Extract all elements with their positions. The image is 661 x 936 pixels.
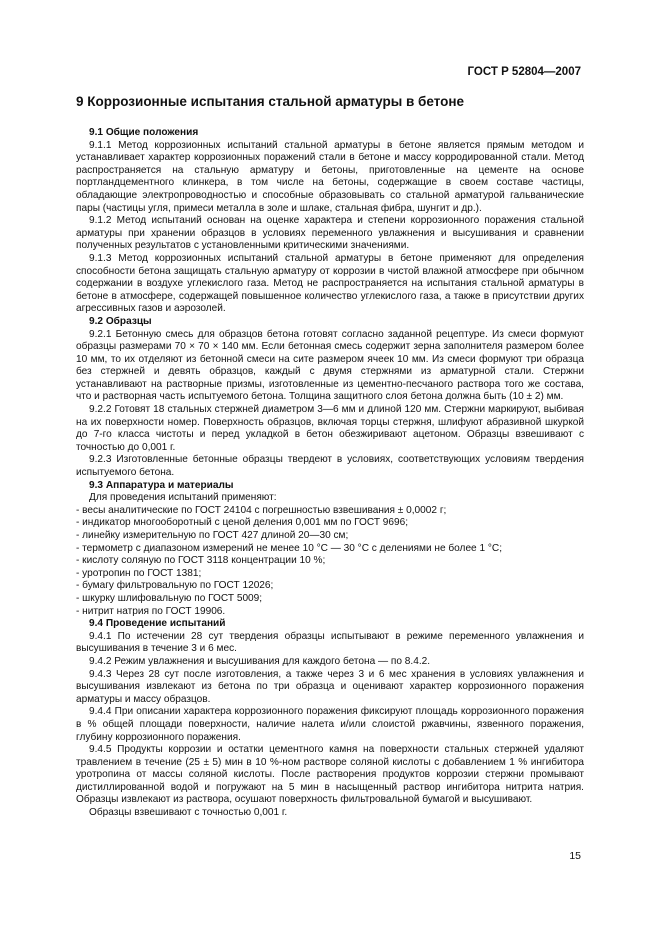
paragraph-9-4-2: 9.4.2 Режим увлажнения и высушивания для каждого бетона — по 8.4.2. — [89, 655, 431, 667]
paragraph-9-4-4: 9.4.4 При описании характера коррозионного поражения фиксируют площадь коррозионного поражения в % общей площади поверхности, наличие налета и/или слоистой ржавчины, язвенного поражения, глубину коррозионного поражения. — [76, 706, 584, 743]
subsection-title-9-3: 9.3 Аппаратура и материалы — [89, 479, 234, 491]
subsection-title-9-4: 9.4 Проведение испытаний — [89, 618, 226, 630]
page-content — [76, 94, 584, 820]
paragraph-9-1-1: 9.1.1 Метод коррозионных испытаний стальной арматуры в бетоне является прямым методом и устанавливает характер коррозионных поражений стали в бетоне и массу корродированной стали. Метод распространяется на стальную арматуру и бетоны, приготовленные на цементе на основе портландцементного клинкера, в том числе на бетоны, содержащие в своем составе частицы, обладающие электропроводностью и способные образовывать со стальной арматурой гальванические пары (частицы угля, примеси металла в золе и шлаке, стальная фибра, шунгит и др.). — [76, 139, 584, 214]
paragraph-9-2-2: 9.2.2 Готовят 18 стальных стержней диаметром 3—6 мм и длиной 120 мм. Стержни маркируют, выбивая на их поверхности номер. Поверхность образцов, включая торцы стержня, шлифуют абразивной шкуркой до 7-го класса чистоты и перед укладкой в бетон обезжиривают ацетоном. Образцы взвешивают с точностью до 0,001 г. — [76, 404, 584, 453]
list-item: - нитрит натрия по ГОСТ 19906. — [76, 605, 226, 617]
list-item: - шкурку шлифовальную по ГОСТ 5009; — [76, 592, 263, 604]
list-item: - индикатор многооборотный с ценой деления 0,001 мм по ГОСТ 9696; — [76, 517, 409, 529]
subsection-title-9-2: 9.2 Образцы — [89, 315, 152, 327]
list-item: - термометр с диапазоном измерений не менее 10 °С — 30 °С с делениями не более 1 °С; — [76, 542, 503, 554]
paragraph-9-4-3: 9.4.3 Через 28 сут после изготовления, а также через 3 и 6 мес хранения в условиях увлажнения и высушивания извлекают из бетона по три образца и оценивают характер коррозионного поражения арматуры и массу образцов. — [76, 668, 584, 705]
paragraph-9-1-2: 9.1.2 Метод испытаний основан на оценке характера и степени коррозионного поражения стальной арматуры при хранении образцов в условиях переменного увлажнения и высушивания и сравнении полученных результатов с установленными критическими значениями. — [76, 215, 584, 252]
section-title: 9 Коррозионные испытания стальной арматуры в бетоне — [76, 94, 465, 109]
list-item: - линейку измерительную по ГОСТ 427 длиной 20—30 см; — [76, 530, 349, 541]
list-item: - весы аналитические по ГОСТ 24104 с погрешностью взвешивания ± 0,0002 г; — [76, 504, 447, 516]
paragraph-9-2-3: 9.2.3 Изготовленные бетонные образцы твердеют в условиях, соответствующих условиям твердения испытуемого бетона. — [76, 454, 584, 479]
list-item: - уротропин по ГОСТ 1381; — [76, 567, 202, 579]
paragraph-9-1-3: 9.1.3 Метод коррозионных испытаний стальной арматуры в бетоне применяют для определения способности бетона защищать стальную арматуру от коррозии в чистой влажной атмосфере при обычном содержании в воздухе углекислого газа. Метод не распространяется на испытания стальной арматуры в бетоне в атмосфере, содержащей повышенное количество углекислого газа, а также в присутствии других агрессивных газов и аэрозолей. — [76, 252, 584, 315]
document-code: ГОСТ Р 52804—2007 — [467, 66, 581, 78]
paragraph-9-4-1: 9.4.1 По истечении 28 сут твердения образцы испытывают в режиме переменного увлажнения и высушивания в течение 3 и 6 мес. — [76, 630, 584, 655]
list-item: - бумагу фильтровальную по ГОСТ 12026; — [76, 580, 274, 592]
equipment-intro: Для проведения испытаний применяют: — [89, 492, 277, 504]
page-number: 15 — [569, 850, 581, 862]
paragraph-9-4-5: 9.4.5 Продукты коррозии и остатки цементного камня на поверхности стальных стержней удаляют травлением в течение (25 ± 5) мин в 10 %-ном растворе соляной кислоты с добавлением 1 % ингибитора уротропина от массы соляной кислоты. После растворения продуктов коррозии стержни промывают дистиллированной водой и погружают на 5 мин в насыщенный раствор ингибитора нитрита натрия. Образцы извлекают из раствора, осушают поверхность фильтровальной бумагой и высушивают. — [76, 744, 584, 806]
paragraph-9-2-1: 9.2.1 Бетонную смесь для образцов бетона готовят согласно заданной рецептуре. Из смеси формуют образцы размерами 70 × 70 × 140 мм. Если бетонная смесь содержит зерна заполнителя размером более 10 мм, то их отделяют из бетонной смеси на сите размером ячеек 10 мм. Из смеси формуют три образца без стержней и девять образцов, каждый с двумя стержнями из арматурной стали. Стержни устанавливают на растворные призмы, изготовленные из цементно-песчаного раствора того же состава, что и растворная часть испытуемого бетона. Толщина защитного слоя бетона должна быть (10 ± 2) мм. — [76, 328, 584, 403]
paragraph-weighing: Образцы взвешивают с точностью 0,001 г. — [89, 807, 288, 819]
subsection-title-9-1: 9.1 Общие положения — [89, 127, 199, 138]
list-item: - кислоту соляную по ГОСТ 3118 концентрации 10 %; — [76, 555, 326, 567]
